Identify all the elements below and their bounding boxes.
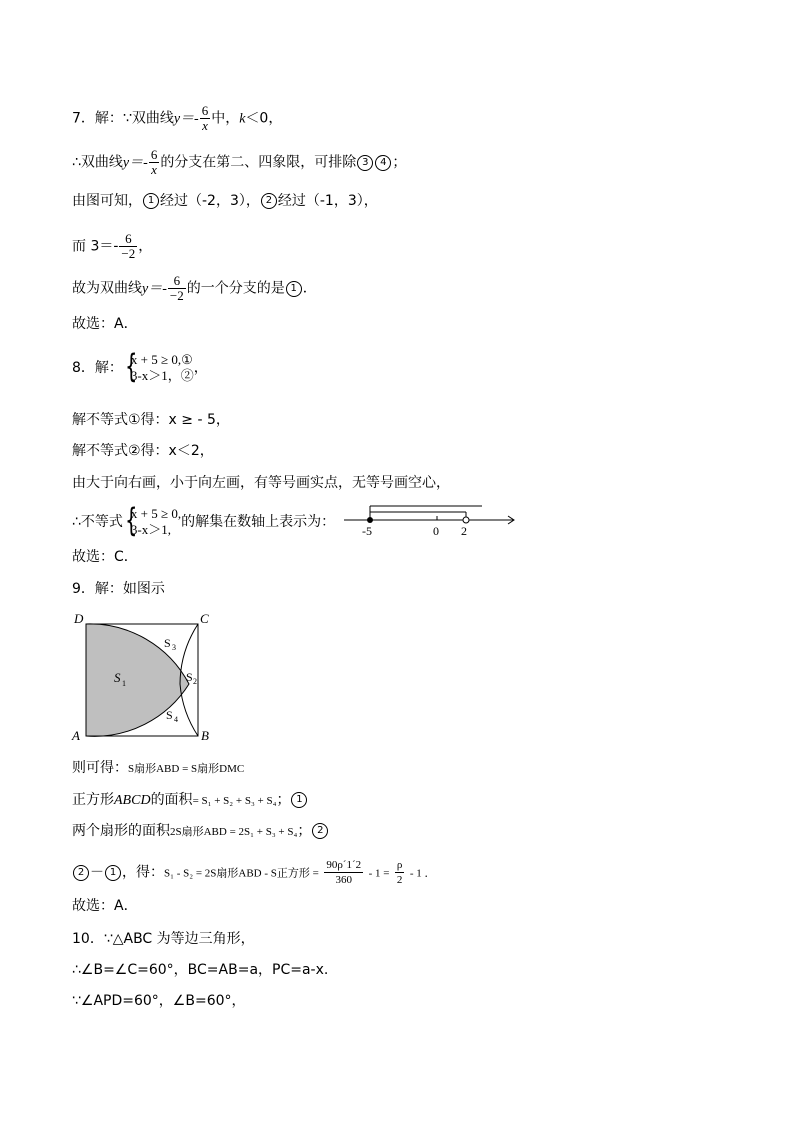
q8-answer: 故选：C． [72,549,138,565]
q10-line1: 10．∵△ABC 为等边三角形， [72,931,255,947]
q8-line5: ∴不等式 { x + 5 ≥ 0, 3-x＞1, 的解集在数轴上表示为： [72,506,335,538]
hollow-point [463,517,469,523]
svg-text:D: D [74,611,84,626]
q7-line2: ∴双曲线y＝- $\frac{6}{x}$ 的分支在第二、四象限，可排除 3 4 ； [72,147,407,177]
q8-line2: 解不等式①得：x ≥ - 5， [72,412,230,428]
circled-1: 1 [286,281,302,297]
svg-text:B: B [201,728,209,743]
q7-line5: 故为双曲线y＝- $\frac{6}{-2}$ 的一个分支的是 1 ． [72,273,317,303]
svg-text:S: S [164,636,171,650]
svg-text:3: 3 [172,643,176,652]
q10-line2: ∴∠B=∠C=60°，BC=AB=a，PC=a-x. [72,962,329,978]
q7-line4: 而 3＝- $\frac{6}{-2}$ ， [72,231,153,261]
axis-label: 0 [433,524,439,538]
axis-label: -5 [362,524,372,538]
q9-line4: 两个扇形的面积2S扇形ABD = 2S₁ + S₃ + S₄； 2 [72,821,329,842]
circled-3: 3 [357,155,373,171]
fraction: $\frac{6}{x}$ [201,103,209,133]
svg-text:A: A [72,728,80,743]
svg-text:2: 2 [193,677,197,686]
svg-text:4: 4 [174,715,178,724]
svg-text:C: C [200,611,209,626]
q9-line3: 正方形ABCD的面积= S₁ + S₂ + S₃ + S₄； 1 [72,790,308,811]
circled-4: 4 [375,155,391,171]
q8-line4: 由大于向右画，小于向左画，有等号画实点，无等号画空心， [72,475,450,491]
q9-line1: 9．解：如图示 [72,581,165,597]
q9-line5: 2 － 1 ，得：S₁ - S₂ = 2S扇形ABD - S正方形 = $\frac{90\rho´1´2}{360}$ - 1 = $\frac{\rho}{2}$ - 1 ． [72,858,436,887]
q7-line1: 7．解：∵双曲线y＝- $\frac{6}{x}$ 中，k＜0， [72,103,283,133]
inequality-system: { x + 5 ≥ 0, 3-x＞1, [123,506,181,538]
solid-point [367,517,373,523]
inequality-system: { x + 5 ≥ 0,① 3-x＞1，② [123,352,194,384]
svg-text:S: S [114,670,121,685]
q7-line3: 由图可知， 1 经过（-2，3）， 2 经过（-1，3）， [72,193,378,209]
q9-answer: 故选：A． [72,898,138,914]
q8-line3: 解不等式②得：x＜2， [72,443,214,459]
axis-label: 2 [461,524,467,538]
svg-text:S: S [166,708,173,722]
number-line [340,498,520,540]
q7-answer: 故选：A． [72,316,138,332]
q8-line1: 8．解： { x + 5 ≥ 0,① 3-x＞1，② ， [72,352,208,384]
q10-line3: ∵∠APD=60°，∠B=60°， [72,993,246,1009]
svg-text:S: S [186,670,193,684]
square-figure [66,608,216,746]
circled-2: 2 [261,193,277,209]
svg-text:1: 1 [122,679,126,688]
circled-1: 1 [143,193,159,209]
q9-line2: 则可得：S扇形ABD = S扇形DMC [72,760,245,776]
